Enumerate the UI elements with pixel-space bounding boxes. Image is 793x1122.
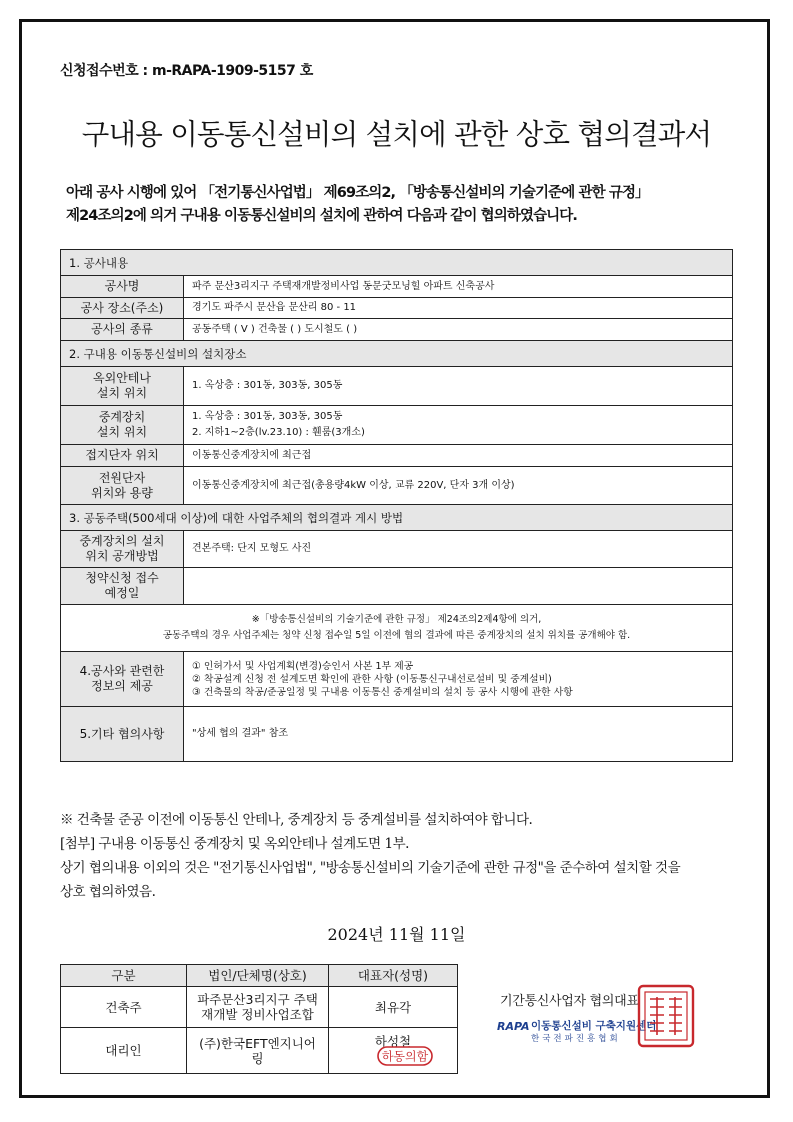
related-info-label-1: 4.공사와 관련한 xyxy=(79,664,165,678)
rapa-association-name: 한국전파진흥협회 xyxy=(531,1034,621,1044)
repeater-disclosure-label xyxy=(61,531,184,568)
section-1-header: 1. 공사내용 xyxy=(61,250,733,276)
note-line-1: ※ 건축물 준공 이전에 이동통신 안테나, 중계장치 등 중계설비를 설치하여야 합니다. xyxy=(60,812,533,828)
project-type-label: 공사의 종류 xyxy=(61,319,184,341)
rapa-logo: RAPA xyxy=(497,1020,530,1033)
page-title: 구내용 이동통신설비의 설치에 관한 상호 협의결과서 xyxy=(81,118,712,151)
sign-header-rep: 대표자(성명) xyxy=(329,965,458,987)
intro-line-1: 아래 공사 시행에 있어 「전기통신사업법」 제69조의2, 「방송통신설비의 기술기준에 관한 규정」 xyxy=(66,185,649,201)
agent-org xyxy=(187,1028,329,1074)
related-info-label xyxy=(61,652,184,707)
repeater-label xyxy=(61,406,184,445)
builder-rep: 최유각 xyxy=(329,987,458,1028)
agent-role: 대리인 xyxy=(61,1028,187,1074)
builder-org xyxy=(187,987,329,1028)
repeater-disclosure-value: 견본주택: 단지 모형도 사진 xyxy=(184,531,733,568)
subscription-date-label-2: 예정일 xyxy=(104,586,140,600)
related-info-item: ③ 건축물의 착공/준공일정 및 구내용 이동통신 중계설비의 설치 등 공사 시행에 관한 사항 xyxy=(192,686,573,698)
regulation-note xyxy=(61,605,733,652)
project-location-label: 공사 장소(주소) xyxy=(61,298,184,319)
agent-seal-stamp xyxy=(372,1044,436,1068)
intro-text xyxy=(66,182,746,228)
regulation-note-line-1: ※「방송통신설비의 기술기준에 관한 규정」 제24조의2제4항에 의거, xyxy=(251,614,542,625)
carrier-representative-label: 기간통신사업자 협의대표 xyxy=(500,994,639,1009)
repeater-value xyxy=(184,406,733,445)
agent-seal-text: 하동의함 xyxy=(381,1049,429,1064)
note-line-4: 상호 협의하였음. xyxy=(60,884,156,900)
repeater-label-1: 중계장치 xyxy=(98,410,146,424)
related-info-item: ① 인허가서 및 사업계획(변경)승인서 사본 1부 제공 xyxy=(192,660,414,672)
related-info-item: ② 착공설계 신청 전 설계도면 확인에 관한 사항 (이동통신구내선로설비 및 중계설비) xyxy=(192,673,552,685)
ground-terminal-label: 접지단자 위치 xyxy=(61,445,184,467)
ground-terminal-value: 이동통신중계장치에 최근접 xyxy=(184,445,733,467)
repeater-label-2: 설치 위치 xyxy=(96,425,148,439)
related-info-value xyxy=(184,652,733,707)
builder-role: 건축주 xyxy=(61,987,187,1028)
repeater-disclosure-label-1: 중계장치의 설치 xyxy=(79,534,165,548)
outdoor-antenna-value: 1. 옥상층 : 301동, 303동, 305동 xyxy=(184,367,733,406)
power-terminal-label xyxy=(61,467,184,505)
subscription-date-label-1: 청약신청 접수 xyxy=(85,571,159,585)
application-number: 신청접수번호 : m-RAPA-1909-5157 호 xyxy=(60,63,313,79)
project-location-value: 경기도 파주시 문산읍 문산리 80 - 11 xyxy=(184,298,733,319)
sign-header-category: 구분 xyxy=(61,965,187,987)
power-terminal-label-1: 전원단자 xyxy=(98,470,146,485)
repeater-value-1: 1. 옥상층 : 301동, 303동, 305동 xyxy=(192,411,343,422)
notes xyxy=(60,808,750,904)
builder-org-line-1: 파주문산3리지구 주택 xyxy=(197,992,318,1007)
subscription-date-label xyxy=(61,568,184,605)
agent-org-line-1: (주)한국EFT엔지니어 xyxy=(199,1035,316,1051)
regulation-note-line-2: 공동주택의 경우 사업주체는 청약 신청 접수일 5일 이전에 협의 결과에 따른 중계장치의 설치 위치를 공개해야 함. xyxy=(162,630,631,641)
other-value: "상세 협의 결과" 참조 xyxy=(184,707,733,762)
agreement-date: 2024년 11월 11일 xyxy=(327,925,466,944)
sign-header-org: 법인/단체명(상호) xyxy=(187,965,329,987)
agent-rep: 하성철 xyxy=(329,1028,458,1074)
outdoor-antenna-label xyxy=(61,367,184,406)
subscription-date-value xyxy=(184,568,733,605)
project-name-label: 공사명 xyxy=(61,276,184,298)
rapa-center-name: 이동통신설비 구축지원센터 xyxy=(531,1020,657,1032)
section-3-header: 3. 공동주택(500세대 이상)에 대한 사업주체의 협의결과 게시 방법 xyxy=(61,505,733,531)
power-terminal-label-2: 위치와 용량 xyxy=(91,485,153,500)
repeater-value-2: 2. 지하1~2층(lv.23.10) : 휀룸(3개소) xyxy=(192,427,365,438)
project-name-value: 파주 문산3리지구 주택재개발정비사업 동문굿모닝힐 아파트 신축공사 xyxy=(184,276,733,298)
outdoor-antenna-label-1: 옥외안테나 xyxy=(93,371,151,385)
project-type-value: 공동주택 ( V ) 건축물 ( ) 도시철도 ( ) xyxy=(184,319,733,341)
intro-line-2: 제24조의2에 의거 구내용 이동통신설비의 설치에 관하여 다음과 같이 협의하였습니다. xyxy=(66,208,577,224)
builder-org-line-2: 재개발 정비사업조합 xyxy=(201,1007,314,1022)
section-2-header: 2. 구내용 이동통신설비의 설치장소 xyxy=(61,341,733,367)
repeater-disclosure-label-2: 위치 공개방법 xyxy=(85,549,159,563)
power-terminal-value: 이동통신중계장치에 최근접(총용량4kW 이상, 교류 220V, 단자 3개 이상) xyxy=(184,467,733,505)
official-seal-stamp xyxy=(636,983,696,1049)
agent-org-line-2: 링 xyxy=(251,1050,264,1066)
related-info-label-2: 정보의 제공 xyxy=(91,679,153,693)
outdoor-antenna-label-2: 설치 위치 xyxy=(96,386,148,400)
note-line-2: [첨부] 구내용 이동통신 중계장치 및 옥외안테나 설계도면 1부. xyxy=(60,836,409,852)
other-label: 5.기타 협의사항 xyxy=(61,707,184,762)
agreement-table xyxy=(60,249,733,762)
note-line-3: 상기 협의내용 이외의 것은 "전기통신사업법", "방송통신설비의 기술기준에 관한 규정"을 준수하여 설치할 것을 xyxy=(60,860,681,876)
